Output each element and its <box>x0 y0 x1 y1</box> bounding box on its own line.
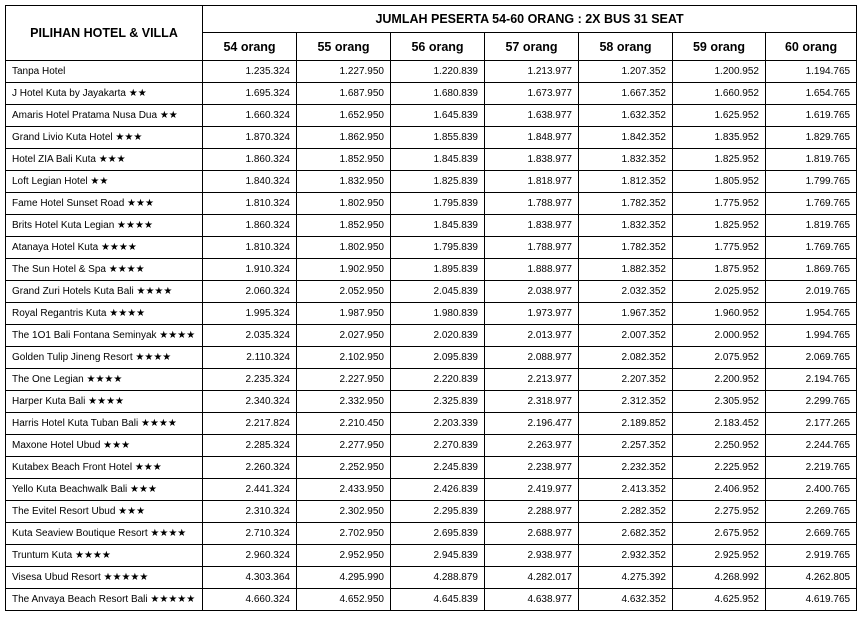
hotel-name-cell: Hotel ZIA Bali Kuta ★★★ <box>6 149 203 171</box>
price-cell: 2.250.952 <box>673 435 766 457</box>
hotel-name-cell: Royal Regantris Kuta ★★★★ <box>6 303 203 325</box>
price-cell: 1.680.839 <box>391 83 485 105</box>
price-cell: 1.845.839 <box>391 149 485 171</box>
price-cell: 4.303.364 <box>203 567 297 589</box>
price-cell: 1.194.765 <box>766 61 857 83</box>
column-header: 55 orang <box>297 33 391 61</box>
price-cell: 2.095.839 <box>391 347 485 369</box>
table-row <box>6 303 857 325</box>
price-cell: 1.862.950 <box>297 127 391 149</box>
price-cell: 1.960.952 <box>673 303 766 325</box>
price-cell: 2.919.765 <box>766 545 857 567</box>
table-row <box>6 413 857 435</box>
price-cell: 2.069.765 <box>766 347 857 369</box>
price-cell: 1.882.352 <box>579 259 673 281</box>
hotel-name-cell: J Hotel Kuta by Jayakarta ★★ <box>6 83 203 105</box>
table-row <box>6 501 857 523</box>
price-cell: 2.013.977 <box>485 325 579 347</box>
price-cell: 2.213.977 <box>485 369 579 391</box>
price-cell: 1.619.765 <box>766 105 857 127</box>
price-cell: 2.200.952 <box>673 369 766 391</box>
price-cell: 1.838.977 <box>485 215 579 237</box>
price-cell: 2.295.839 <box>391 501 485 523</box>
price-cell: 2.220.839 <box>391 369 485 391</box>
price-cell: 1.812.352 <box>579 171 673 193</box>
price-cell: 1.818.977 <box>485 171 579 193</box>
price-table <box>5 5 857 611</box>
price-cell: 1.795.839 <box>391 193 485 215</box>
price-cell: 1.832.352 <box>579 215 673 237</box>
price-cell: 2.310.324 <box>203 501 297 523</box>
price-cell: 1.829.765 <box>766 127 857 149</box>
price-cell: 1.667.352 <box>579 83 673 105</box>
price-cell: 1.802.950 <box>297 237 391 259</box>
price-cell: 1.994.765 <box>766 325 857 347</box>
price-cell: 2.196.477 <box>485 413 579 435</box>
table-row <box>6 127 857 149</box>
price-cell: 2.285.324 <box>203 435 297 457</box>
price-cell: 4.275.392 <box>579 567 673 589</box>
table-row <box>6 347 857 369</box>
price-cell: 1.967.352 <box>579 303 673 325</box>
price-cell: 2.045.839 <box>391 281 485 303</box>
price-cell: 4.295.990 <box>297 567 391 589</box>
price-cell: 1.987.950 <box>297 303 391 325</box>
price-cell: 1.769.765 <box>766 193 857 215</box>
price-cell: 1.973.977 <box>485 303 579 325</box>
price-cell: 2.035.324 <box>203 325 297 347</box>
price-cell: 2.183.452 <box>673 413 766 435</box>
column-header: 56 orang <box>391 33 485 61</box>
hotel-name-cell: The Anvaya Beach Resort Bali ★★★★★ <box>6 589 203 611</box>
price-cell: 1.995.324 <box>203 303 297 325</box>
table-row <box>6 105 857 127</box>
table-row <box>6 545 857 567</box>
price-cell: 2.433.950 <box>297 479 391 501</box>
price-cell: 1.645.839 <box>391 105 485 127</box>
price-cell: 2.025.952 <box>673 281 766 303</box>
price-cell: 1.832.950 <box>297 171 391 193</box>
hotel-column-header: PILIHAN HOTEL & VILLA <box>6 6 203 61</box>
price-cell: 1.660.952 <box>673 83 766 105</box>
hotel-name-cell: Kuta Seaview Boutique Resort ★★★★ <box>6 523 203 545</box>
price-cell: 1.852.950 <box>297 215 391 237</box>
price-cell: 2.203.339 <box>391 413 485 435</box>
price-cell: 1.660.324 <box>203 105 297 127</box>
price-cell: 2.235.324 <box>203 369 297 391</box>
column-header: 59 orang <box>673 33 766 61</box>
hotel-name-cell: Yello Kuta Beachwalk Bali ★★★ <box>6 479 203 501</box>
table-row <box>6 567 857 589</box>
hotel-name-cell: Maxone Hotel Ubud ★★★ <box>6 435 203 457</box>
price-cell: 2.102.950 <box>297 347 391 369</box>
price-cell: 2.217.824 <box>203 413 297 435</box>
price-cell: 1.852.950 <box>297 149 391 171</box>
price-cell: 2.925.952 <box>673 545 766 567</box>
price-cell: 2.227.950 <box>297 369 391 391</box>
price-cell: 1.860.324 <box>203 215 297 237</box>
price-cell: 1.910.324 <box>203 259 297 281</box>
hotel-name-cell: Golden Tulip Jineng Resort ★★★★ <box>6 347 203 369</box>
price-cell: 4.645.839 <box>391 589 485 611</box>
price-cell: 2.406.952 <box>673 479 766 501</box>
price-cell: 2.257.352 <box>579 435 673 457</box>
price-cell: 2.260.324 <box>203 457 297 479</box>
price-cell: 1.687.950 <box>297 83 391 105</box>
price-cell: 2.245.839 <box>391 457 485 479</box>
price-cell: 2.238.977 <box>485 457 579 479</box>
price-cell: 2.288.977 <box>485 501 579 523</box>
price-cell: 2.945.839 <box>391 545 485 567</box>
price-cell: 2.952.950 <box>297 545 391 567</box>
table-row <box>6 325 857 347</box>
hotel-name-cell: Harper Kuta Bali ★★★★ <box>6 391 203 413</box>
hotel-name-cell: Atanaya Hotel Kuta ★★★★ <box>6 237 203 259</box>
price-cell: 1.782.352 <box>579 193 673 215</box>
group-header: JUMLAH PESERTA 54-60 ORANG : 2X BUS 31 SEAT <box>203 6 857 33</box>
price-cell: 2.682.352 <box>579 523 673 545</box>
price-cell: 2.110.324 <box>203 347 297 369</box>
price-cell: 2.340.324 <box>203 391 297 413</box>
price-cell: 1.213.977 <box>485 61 579 83</box>
price-cell: 1.875.952 <box>673 259 766 281</box>
price-cell: 1.802.950 <box>297 193 391 215</box>
table-row <box>6 523 857 545</box>
price-cell: 2.082.352 <box>579 347 673 369</box>
price-cell: 2.938.977 <box>485 545 579 567</box>
price-cell: 1.799.765 <box>766 171 857 193</box>
price-cell: 2.210.450 <box>297 413 391 435</box>
table-row <box>6 457 857 479</box>
price-cell: 1.842.352 <box>579 127 673 149</box>
table-row <box>6 237 857 259</box>
price-cell: 1.200.952 <box>673 61 766 83</box>
price-cell: 2.000.952 <box>673 325 766 347</box>
hotel-name-cell: Kutabex Beach Front Hotel ★★★ <box>6 457 203 479</box>
column-header: 57 orang <box>485 33 579 61</box>
hotel-name-cell: Loft Legian Hotel ★★ <box>6 171 203 193</box>
table-row <box>6 281 857 303</box>
table-row <box>6 215 857 237</box>
price-cell: 2.282.352 <box>579 501 673 523</box>
price-cell: 1.220.839 <box>391 61 485 83</box>
table-row <box>6 171 857 193</box>
price-cell: 1.870.324 <box>203 127 297 149</box>
price-cell: 2.177.265 <box>766 413 857 435</box>
column-header: 58 orang <box>579 33 673 61</box>
price-cell: 2.225.952 <box>673 457 766 479</box>
price-cell: 1.825.952 <box>673 149 766 171</box>
price-cell: 2.675.952 <box>673 523 766 545</box>
price-cell: 2.075.952 <box>673 347 766 369</box>
price-cell: 2.252.950 <box>297 457 391 479</box>
price-cell: 1.810.324 <box>203 237 297 259</box>
price-cell: 2.318.977 <box>485 391 579 413</box>
price-cell: 2.007.352 <box>579 325 673 347</box>
price-cell: 1.810.324 <box>203 193 297 215</box>
price-cell: 4.282.017 <box>485 567 579 589</box>
price-cell: 1.835.952 <box>673 127 766 149</box>
price-cell: 1.207.352 <box>579 61 673 83</box>
table-row <box>6 193 857 215</box>
price-cell: 1.227.950 <box>297 61 391 83</box>
hotel-name-cell: Truntum Kuta ★★★★ <box>6 545 203 567</box>
price-cell: 2.207.352 <box>579 369 673 391</box>
price-cell: 1.838.977 <box>485 149 579 171</box>
price-cell: 2.400.765 <box>766 479 857 501</box>
price-cell: 2.232.352 <box>579 457 673 479</box>
price-cell: 2.027.950 <box>297 325 391 347</box>
price-cell: 2.194.765 <box>766 369 857 391</box>
price-cell: 4.625.952 <box>673 589 766 611</box>
price-cell: 1.819.765 <box>766 149 857 171</box>
price-cell: 1.888.977 <box>485 259 579 281</box>
price-cell: 1.775.952 <box>673 193 766 215</box>
price-cell: 2.189.852 <box>579 413 673 435</box>
price-cell: 1.840.324 <box>203 171 297 193</box>
hotel-name-cell: Grand Zuri Hotels Kuta Bali ★★★★ <box>6 281 203 303</box>
price-cell: 2.702.950 <box>297 523 391 545</box>
hotel-name-cell: The 1O1 Bali Fontana Seminyak ★★★★ <box>6 325 203 347</box>
price-cell: 2.269.765 <box>766 501 857 523</box>
price-cell: 1.795.839 <box>391 237 485 259</box>
price-cell: 2.413.352 <box>579 479 673 501</box>
price-cell: 2.244.765 <box>766 435 857 457</box>
price-cell: 2.060.324 <box>203 281 297 303</box>
price-cell: 2.419.977 <box>485 479 579 501</box>
price-cell: 2.019.765 <box>766 281 857 303</box>
price-cell: 2.932.352 <box>579 545 673 567</box>
hotel-name-cell: Tanpa Hotel <box>6 61 203 83</box>
hotel-name-cell: The One Legian ★★★★ <box>6 369 203 391</box>
price-cell: 1.832.352 <box>579 149 673 171</box>
price-cell: 1.235.324 <box>203 61 297 83</box>
table-body <box>6 61 857 611</box>
price-cell: 2.332.950 <box>297 391 391 413</box>
price-cell: 1.652.950 <box>297 105 391 127</box>
table-row <box>6 589 857 611</box>
price-cell: 1.860.324 <box>203 149 297 171</box>
hotel-name-cell: Fame Hotel Sunset Road ★★★ <box>6 193 203 215</box>
price-cell: 4.652.950 <box>297 589 391 611</box>
price-cell: 2.710.324 <box>203 523 297 545</box>
table-row <box>6 479 857 501</box>
table-row <box>6 259 857 281</box>
price-cell: 2.325.839 <box>391 391 485 413</box>
table-row <box>6 391 857 413</box>
hotel-name-cell: Amaris Hotel Pratama Nusa Dua ★★ <box>6 105 203 127</box>
price-cell: 1.788.977 <box>485 193 579 215</box>
price-cell: 1.788.977 <box>485 237 579 259</box>
price-cell: 1.782.352 <box>579 237 673 259</box>
price-cell: 1.775.952 <box>673 237 766 259</box>
column-header: 54 orang <box>203 33 297 61</box>
price-cell: 2.305.952 <box>673 391 766 413</box>
price-cell: 2.032.352 <box>579 281 673 303</box>
price-cell: 2.312.352 <box>579 391 673 413</box>
price-cell: 2.270.839 <box>391 435 485 457</box>
price-cell: 1.805.952 <box>673 171 766 193</box>
price-cell: 2.688.977 <box>485 523 579 545</box>
price-cell: 2.275.952 <box>673 501 766 523</box>
hotel-name-cell: Harris Hotel Kuta Tuban Bali ★★★★ <box>6 413 203 435</box>
price-cell: 2.219.765 <box>766 457 857 479</box>
price-cell: 4.638.977 <box>485 589 579 611</box>
price-cell: 4.632.352 <box>579 589 673 611</box>
price-cell: 4.619.765 <box>766 589 857 611</box>
hotel-name-cell: The Sun Hotel & Spa ★★★★ <box>6 259 203 281</box>
price-cell: 2.038.977 <box>485 281 579 303</box>
price-cell: 1.654.765 <box>766 83 857 105</box>
price-cell: 2.669.765 <box>766 523 857 545</box>
price-cell: 1.673.977 <box>485 83 579 105</box>
hotel-name-cell: Visesa Ubud Resort ★★★★★ <box>6 567 203 589</box>
price-cell: 1.695.324 <box>203 83 297 105</box>
price-cell: 2.299.765 <box>766 391 857 413</box>
price-cell: 2.695.839 <box>391 523 485 545</box>
price-cell: 2.426.839 <box>391 479 485 501</box>
price-cell: 1.819.765 <box>766 215 857 237</box>
table-row <box>6 369 857 391</box>
hotel-name-cell: Grand Livio Kuta Hotel ★★★ <box>6 127 203 149</box>
price-cell: 1.869.765 <box>766 259 857 281</box>
price-cell: 1.638.977 <box>485 105 579 127</box>
price-cell: 4.660.324 <box>203 589 297 611</box>
price-cell: 2.020.839 <box>391 325 485 347</box>
price-cell: 1.980.839 <box>391 303 485 325</box>
table-row <box>6 435 857 457</box>
hotel-name-cell: The Evitel Resort Ubud ★★★ <box>6 501 203 523</box>
price-cell: 2.088.977 <box>485 347 579 369</box>
price-cell: 2.052.950 <box>297 281 391 303</box>
price-cell: 2.960.324 <box>203 545 297 567</box>
table-row <box>6 83 857 105</box>
price-cell: 1.902.950 <box>297 259 391 281</box>
price-cell: 1.895.839 <box>391 259 485 281</box>
price-cell: 4.288.879 <box>391 567 485 589</box>
table-row <box>6 61 857 83</box>
price-cell: 2.441.324 <box>203 479 297 501</box>
column-header: 60 orang <box>766 33 857 61</box>
price-cell: 1.625.952 <box>673 105 766 127</box>
price-cell: 1.825.839 <box>391 171 485 193</box>
price-cell: 1.855.839 <box>391 127 485 149</box>
price-cell: 1.769.765 <box>766 237 857 259</box>
price-cell: 4.262.805 <box>766 567 857 589</box>
price-cell: 2.302.950 <box>297 501 391 523</box>
price-cell: 1.632.352 <box>579 105 673 127</box>
table-row <box>6 149 857 171</box>
price-cell: 1.845.839 <box>391 215 485 237</box>
price-cell: 1.825.952 <box>673 215 766 237</box>
price-cell: 1.954.765 <box>766 303 857 325</box>
price-cell: 2.263.977 <box>485 435 579 457</box>
hotel-name-cell: Brits Hotel Kuta Legian ★★★★ <box>6 215 203 237</box>
price-cell: 2.277.950 <box>297 435 391 457</box>
price-cell: 4.268.992 <box>673 567 766 589</box>
price-cell: 1.848.977 <box>485 127 579 149</box>
